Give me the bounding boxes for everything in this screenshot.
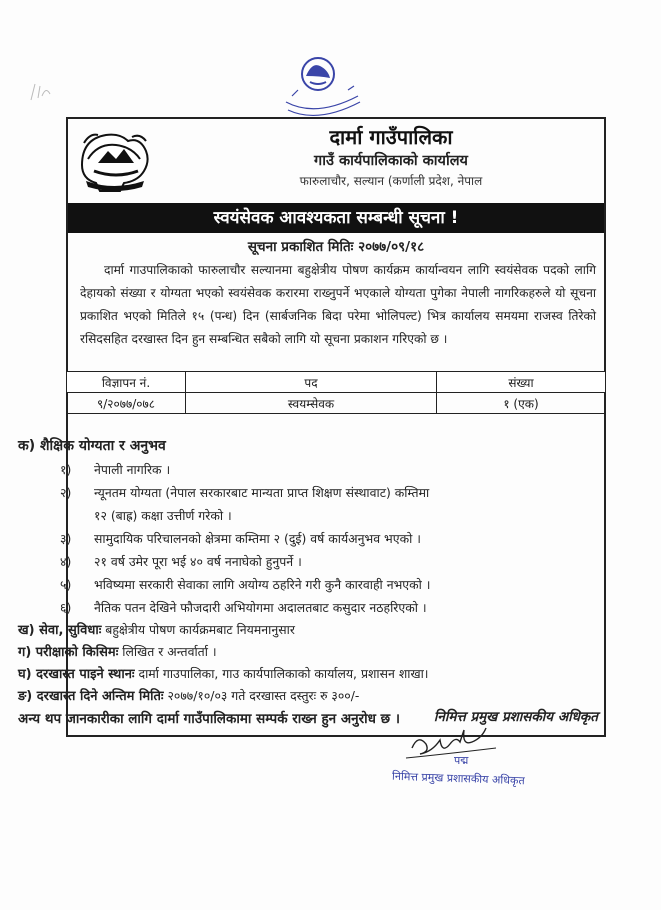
published-date: सूचना प्रकाशित मितिः २०७७/०९/१८ (247, 239, 425, 255)
vacancy-table (66, 371, 606, 414)
cell-post: स्वयम्सेवक (186, 393, 437, 414)
nepal-emblem-icon (76, 125, 154, 195)
cell-count: १ (एक) (437, 393, 606, 414)
detail-deadline: ङ) दरखास्त दिने अन्तिम मितिः २०७७/१०/०३ गते दरखास्त दस्तुरः रु ३००/- (18, 688, 360, 704)
requirements (18, 434, 608, 731)
scribble-mark (28, 80, 56, 104)
list-item: १२ (बाह्र) कक्षा उत्तीर्ण गरेको । (94, 508, 232, 523)
table-row (67, 393, 606, 414)
office-stamp-icon (278, 52, 364, 118)
col-ad-number: विज्ञापन नं. (67, 372, 186, 393)
list-item: ३) सामुदायिक परिचालनको क्षेत्रमा कम्तिमा २ (दुई) वर्ष कार्यअनुभव भएको । (60, 531, 421, 546)
notice-frame (18, 117, 606, 737)
notice-banner: स्वयंसेवक आवश्यकता सम्बन्धी सूचना ! (68, 203, 604, 233)
office-address: फारुलाचौर, सल्यान (कर्णाली प्रदेश, नेपाल (299, 174, 483, 188)
list-item: २) न्यूनतम योग्यता (नेपाल सरकारबाट मान्यता प्राप्त शिक्षण संस्थावाट) कम्तिमा (60, 485, 430, 500)
closing-note: अन्य थप जानकारीका लागि दार्मा गाउँपालिकामा सम्पर्क राख्न हुन अनुरोध छ । (18, 711, 400, 727)
office-subtitle: गाउँ कार्यपालिकाको कार्यालय (314, 153, 468, 169)
letterhead (68, 119, 604, 201)
detail-exam-type: ग) परीक्षाको किसिमः लिखित र अन्तर्वार्ता । (18, 644, 217, 660)
col-count: संख्या (437, 372, 606, 393)
qualification-heading: क) शैक्षिक योग्यता र अनुभव (18, 438, 166, 454)
col-post: पद (186, 372, 437, 393)
notice-paragraph: दार्मा गाउपालिकाको फारुलाचौर सल्यानमा बहुक्षेत्रीय पोषण कार्यक्रम कार्यान्वयन लागि स्वयंसेवक पदको लागि देहायको संख्या र योग्यता भएको स्वयंसेवक करारमा राख्नुपर्ने भएकाले योग्यता पुगेका नेपाली नागरिकहरुले यो सूचना प्रकाशित भएको मितिले १५ (पन्ध) दिन (सार्बजनिक बिदा परेमा भोलिपल्ट) भित्र कार्यालय समयमा राजस्व तिरेको रसिदसहित दरखास्त दिन हुन सम्बन्धित सबैको लागि यो सूचना प्रकाशन गरिएको छ । (80, 263, 596, 346)
signatory-title: निमित्त प्रमुख प्रशासकीय अधिकृत (433, 709, 598, 725)
list-item: ४) २१ वर्ष उमेर पूरा भई ४० वर्ष ननाघेको हुनुपर्ने । (60, 554, 302, 569)
cell-ad-number: ९/२०७७/०७८ (67, 393, 186, 414)
list-item: ६) नैतिक पतन देखिने फौजदारी अभियोगमा अदालतबाट कसुदार नठहरिएको । (60, 600, 427, 615)
office-title: दार्मा गाउँपालिका (329, 125, 453, 149)
detail-application-place: घ) दरखास्त पाइने स्थानः दार्मा गाउपालिका, गाउ कार्यपालिकाको कार्यालय, प्रशासन शाखा। (18, 666, 429, 682)
list-item: ५) भविष्यमा सरकारी सेवाका लागि अयोग्य ठहरिने गरी कुनै कारवाही नभएको । (60, 577, 431, 592)
detail-service: ख) सेवा, सुविधाः बहुक्षेत्रीय पोषण कार्यक्रमबाट नियमनानुसार (18, 622, 295, 638)
signatory-stamp: पद्म निमित्त प्रमुख प्रशासकीय अधिकृत (391, 754, 525, 788)
table-header-row (67, 372, 606, 393)
list-item: १) नेपाली नागरिक । (60, 462, 171, 477)
